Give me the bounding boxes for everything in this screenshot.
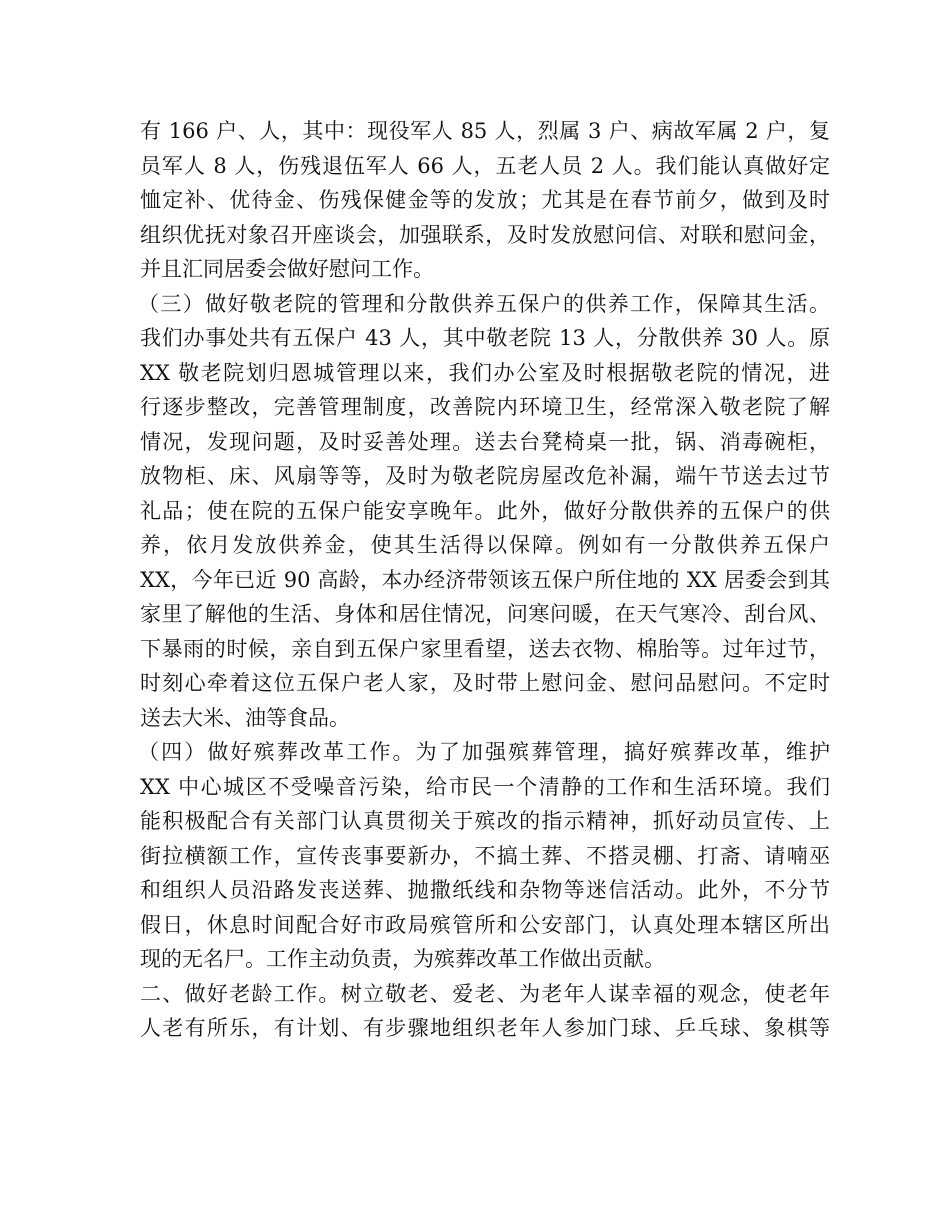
- text-line: 情况，发现问题，及时妥善处理。送去台凳椅桌一批，锅、消毒碗柜，: [140, 429, 830, 454]
- text-line: 放物柜、床、风扇等等，及时为敬老院房屋改危补漏，端午节送去过节: [140, 464, 830, 488]
- section-heading-3: （三）做好敬老院的管理和分散供养五保户的供养工作，保障其生活。: [138, 291, 830, 316]
- text-line: 有 166 户、人，其中：现役军人 85 人，烈属 3 户、病故军属 2 户，复: [140, 119, 830, 143]
- text-line: 礼品；使在院的五保户能安享晚年。此外，做好分散供养的五保户的供: [140, 498, 830, 523]
- text-line: 并且汇同居委会做好慰问工作。: [140, 257, 434, 281]
- text-line: XX 中心城区不受噪音污染，给市民一个清静的工作和生活环境。我们: [140, 774, 830, 799]
- text-line: 组织优抚对象召开座谈会，加强联系，及时发放慰问信、对联和慰问金，: [140, 222, 830, 247]
- text-line: 送去大米、油等食品。: [140, 705, 350, 730]
- text-line: 家里了解他的生活、身体和居住情况，问寒问暖，在天气寒冷、刮台风、: [140, 602, 830, 626]
- text-line: 时刻心牵着这位五保户老人家，及时带上慰问金、慰问品慰问。不定时: [140, 671, 830, 695]
- document-body: [140, 114, 830, 1046]
- text-line: 现的无名尸。工作主动负责，为殡葬改革工作做出贡献。: [140, 947, 665, 971]
- text-line: 街拉横额工作，宣传丧事要新办，不搞土葬、不搭灵棚、打斋、请喃巫: [140, 843, 830, 868]
- text-line: 员军人 8 人，伤残退伍军人 66 人，五老人员 2 人。我们能认真做好定: [140, 153, 830, 178]
- text-line: 假日，休息时间配合好市政局殡管所和公安部门，认真处理本辖区所出: [140, 912, 830, 937]
- text-line: 恤定补、优待金、伤残保健金等的发放；尤其是在春节前夕，做到及时: [140, 188, 830, 212]
- text-line: 下暴雨的时候，亲自到五保户家里看望，送去衣物、棉胎等。过年过节，: [140, 636, 830, 661]
- section-heading-2: 二、做好老龄工作。树立敬老、爱老、为老年人谋幸福的观念，使老年: [140, 981, 830, 1006]
- text-line: XX 敬老院划归恩城管理以来，我们办公室及时根据敬老院的情况，进: [140, 360, 830, 385]
- text-line: 和组织人员沿路发丧送葬、抛撒纸线和杂物等迷信活动。此外，不分节: [140, 878, 830, 902]
- text-line: 我们办事处共有五保户 43 人，其中敬老院 13 人，分散供养 30 人。原: [140, 326, 830, 350]
- section-heading-4: （四）做好殡葬改革工作。为了加强殡葬管理，搞好殡葬改革，维护: [138, 740, 830, 764]
- text-line: 人老有所乐，有计划、有步骤地组织老年人参加门球、乒乓球、象棋等: [140, 1016, 830, 1040]
- text-line: 能积极配合有关部门认真贯彻关于殡改的指示精神，抓好动员宣传、上: [140, 809, 830, 833]
- text-line: 养，依月发放供养金，使其生活得以保障。例如有一分散供养五保户: [140, 533, 830, 557]
- text-line: XX，今年已近 90 高龄，本办经济带领该五保户所住地的 XX 居委会到其: [140, 567, 830, 592]
- text-line: 行逐步整改，完善管理制度，改善院内环境卫生，经常深入敬老院了解: [140, 395, 830, 419]
